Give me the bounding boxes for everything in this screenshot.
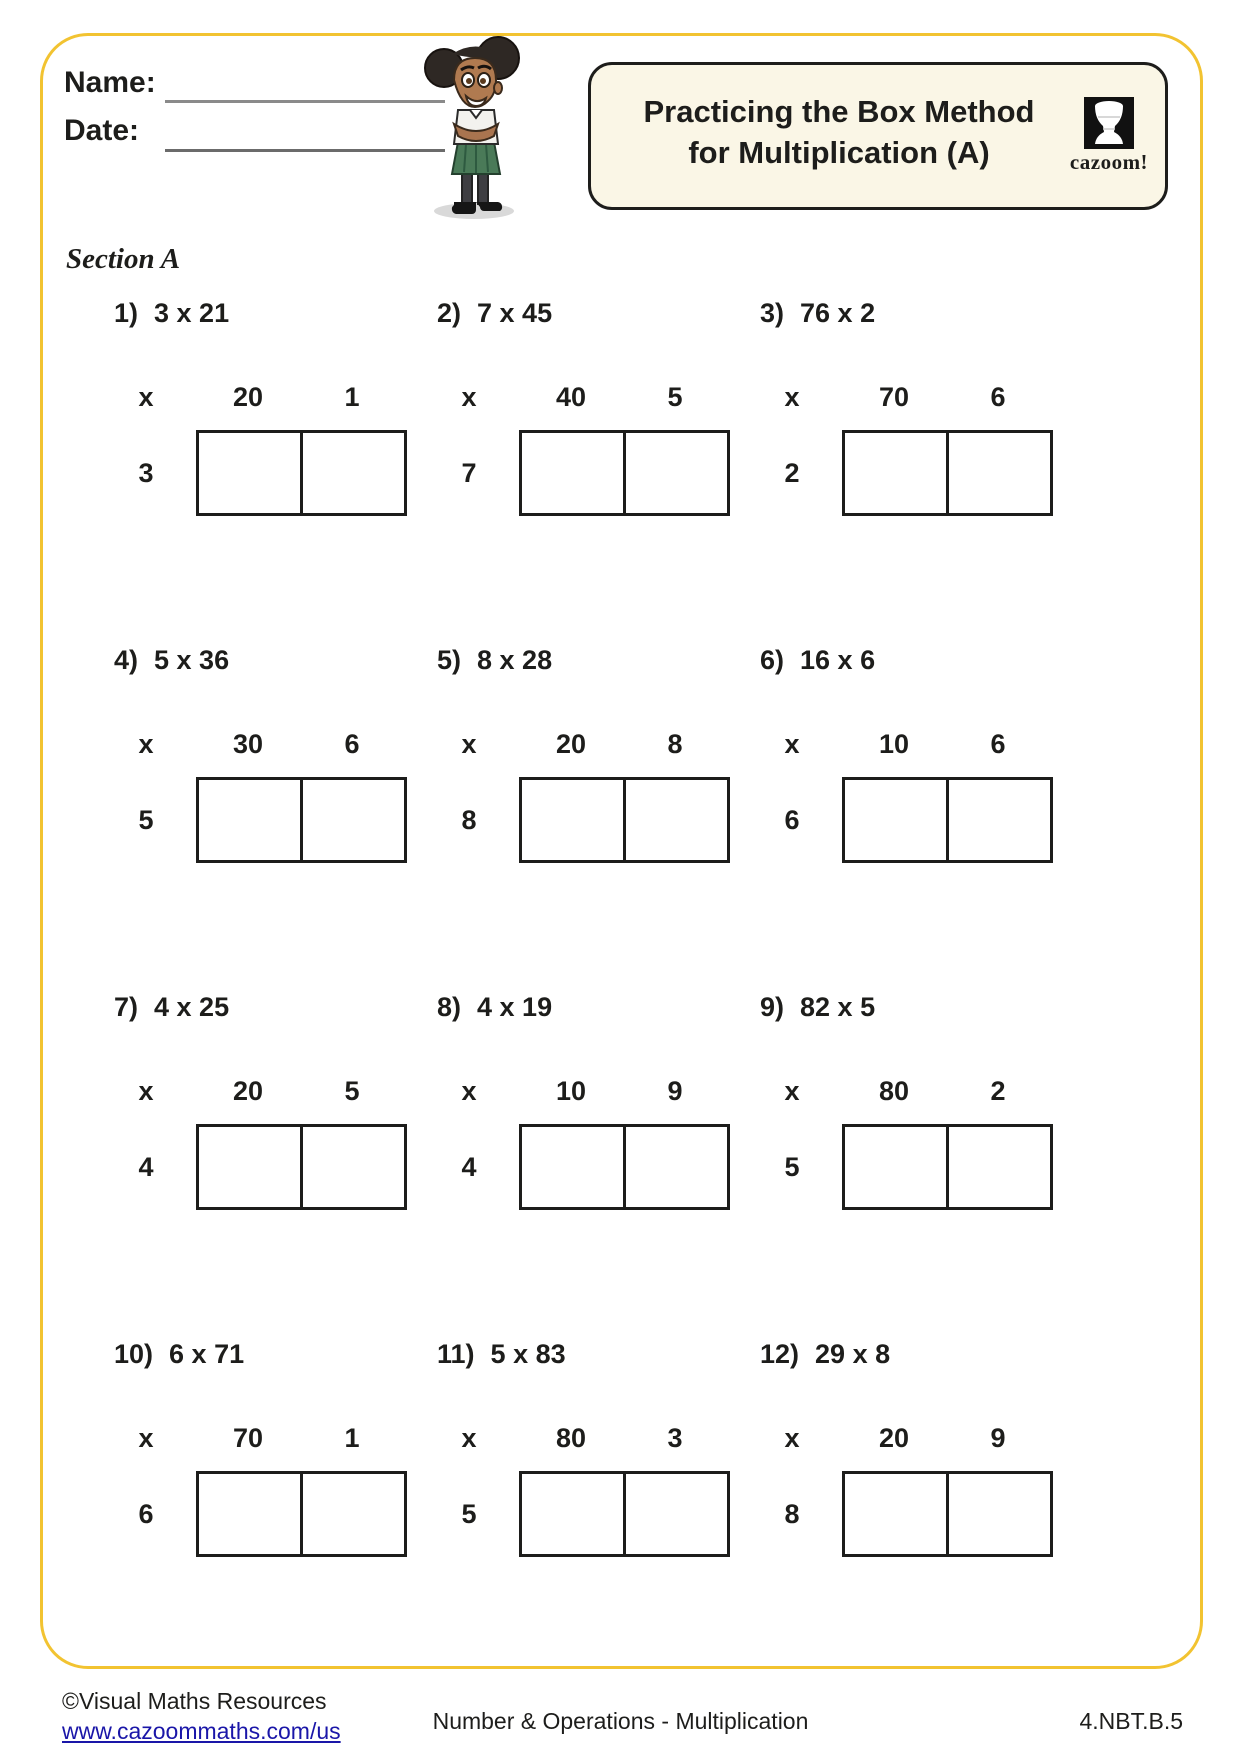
answer-box-tens bbox=[519, 1471, 626, 1557]
ones-part-header: 3 bbox=[667, 1423, 683, 1453]
answer-box-tens bbox=[842, 1124, 949, 1210]
answer-box-ones bbox=[949, 430, 1053, 516]
ones-part-header: 5 bbox=[344, 1076, 360, 1106]
problem-cell bbox=[100, 645, 423, 992]
problem-label bbox=[100, 1339, 423, 1370]
tens-part-header: 80 bbox=[878, 1076, 910, 1106]
problem-number: 6) bbox=[760, 645, 785, 675]
tens-part-header: 80 bbox=[555, 1423, 587, 1453]
problem-number: 11) bbox=[437, 1339, 475, 1369]
answer-boxes bbox=[842, 1471, 1053, 1557]
worksheet-title bbox=[605, 91, 1073, 173]
problem-expression: 7 x 45 bbox=[477, 298, 553, 328]
row-multiplier: 7 bbox=[461, 458, 477, 488]
problem-label bbox=[746, 992, 1069, 1023]
answer-box-ones bbox=[626, 777, 730, 863]
problem-number: 8) bbox=[437, 992, 462, 1022]
answer-box-tens bbox=[196, 1471, 303, 1557]
section-heading: Section A bbox=[66, 243, 181, 275]
problem-cell bbox=[746, 992, 1069, 1339]
answer-boxes bbox=[842, 430, 1053, 516]
problem-cell bbox=[746, 645, 1069, 992]
problem-cell bbox=[423, 298, 746, 645]
footer-topic: Number & Operations - Multiplication bbox=[432, 1708, 809, 1734]
problem-cell bbox=[100, 298, 423, 645]
tens-part-header: 70 bbox=[878, 382, 910, 412]
problem-cell bbox=[100, 992, 423, 1339]
multiply-symbol: x bbox=[138, 1076, 154, 1106]
problem-cell bbox=[423, 992, 746, 1339]
multiply-symbol: x bbox=[138, 382, 154, 412]
answer-box-ones bbox=[626, 1471, 730, 1557]
ones-part-header: 8 bbox=[667, 729, 683, 759]
answer-boxes bbox=[196, 777, 407, 863]
problem-expression: 76 x 2 bbox=[800, 298, 876, 328]
problem-number: 9) bbox=[760, 992, 785, 1022]
answer-box-tens bbox=[519, 777, 626, 863]
date-write-line bbox=[165, 149, 445, 152]
row-multiplier: 8 bbox=[461, 805, 477, 835]
tens-part-header: 10 bbox=[878, 729, 910, 759]
answer-boxes bbox=[196, 430, 407, 516]
problem-label bbox=[100, 992, 423, 1023]
problem-label bbox=[100, 645, 423, 676]
problem-number: 2) bbox=[437, 298, 462, 328]
answer-box-ones bbox=[949, 1124, 1053, 1210]
row-multiplier: 2 bbox=[784, 458, 800, 488]
cazoom-website-link[interactable]: www.cazoommaths.com/us bbox=[62, 1718, 341, 1744]
problem-cell bbox=[100, 1339, 423, 1686]
answer-box-tens bbox=[842, 1471, 949, 1557]
problem-expression: 29 x 8 bbox=[815, 1339, 891, 1369]
answer-box-ones bbox=[303, 1124, 407, 1210]
ones-part-header: 6 bbox=[344, 729, 360, 759]
ones-part-header: 2 bbox=[990, 1076, 1006, 1106]
tens-part-header: 30 bbox=[232, 729, 264, 759]
multiply-symbol: x bbox=[784, 1423, 800, 1453]
row-multiplier: 6 bbox=[138, 1499, 154, 1529]
ones-part-header: 1 bbox=[344, 382, 360, 412]
tens-part-header: 20 bbox=[555, 729, 587, 759]
name-label: Name: bbox=[64, 66, 156, 99]
problem-cell bbox=[746, 1339, 1069, 1686]
tens-part-header: 70 bbox=[232, 1423, 264, 1453]
ones-part-header: 1 bbox=[344, 1423, 360, 1453]
multiply-symbol: x bbox=[784, 729, 800, 759]
answer-boxes bbox=[519, 1124, 730, 1210]
problem-cell bbox=[423, 645, 746, 992]
multiply-symbol: x bbox=[461, 1076, 477, 1106]
problem-label bbox=[746, 1339, 1069, 1370]
answer-boxes bbox=[842, 1124, 1053, 1210]
problem-number: 10) bbox=[114, 1339, 154, 1369]
answer-boxes bbox=[519, 1471, 730, 1557]
ones-part-header: 6 bbox=[990, 729, 1006, 759]
answer-box-tens bbox=[842, 777, 949, 863]
row-multiplier: 5 bbox=[461, 1499, 477, 1529]
problem-expression: 5 x 83 bbox=[490, 1339, 566, 1369]
row-multiplier: 4 bbox=[138, 1152, 154, 1182]
problem-cell bbox=[746, 298, 1069, 645]
problem-expression: 6 x 71 bbox=[169, 1339, 245, 1369]
problem-cell bbox=[423, 1339, 746, 1686]
answer-boxes bbox=[519, 777, 730, 863]
title-line-2: for Multiplication (A) bbox=[688, 135, 990, 170]
multiply-symbol: x bbox=[461, 1423, 477, 1453]
date-label: Date: bbox=[64, 114, 140, 147]
problem-number: 4) bbox=[114, 645, 139, 675]
tens-part-header: 40 bbox=[555, 382, 587, 412]
copyright-text: ©Visual Maths Resources bbox=[62, 1688, 327, 1714]
multiply-symbol: x bbox=[784, 1076, 800, 1106]
answer-box-ones bbox=[303, 777, 407, 863]
multiply-symbol: x bbox=[461, 382, 477, 412]
problems-grid bbox=[100, 298, 1110, 1686]
tens-part-header: 20 bbox=[232, 1076, 264, 1106]
multiply-symbol: x bbox=[461, 729, 477, 759]
problem-expression: 82 x 5 bbox=[800, 992, 876, 1022]
tens-part-header: 20 bbox=[232, 382, 264, 412]
problem-label bbox=[423, 645, 746, 676]
answer-boxes bbox=[519, 430, 730, 516]
row-multiplier: 5 bbox=[138, 805, 154, 835]
ones-part-header: 6 bbox=[990, 382, 1006, 412]
answer-box-tens bbox=[196, 1124, 303, 1210]
ones-part-header: 9 bbox=[990, 1423, 1006, 1453]
problem-expression: 4 x 25 bbox=[154, 992, 230, 1022]
answer-box-tens bbox=[519, 430, 626, 516]
problem-expression: 16 x 6 bbox=[800, 645, 876, 675]
problem-label bbox=[746, 298, 1069, 329]
problem-label bbox=[746, 645, 1069, 676]
student-girl-illustration bbox=[416, 36, 532, 222]
answer-box-ones bbox=[303, 1471, 407, 1557]
ones-part-header: 5 bbox=[667, 382, 683, 412]
footer-standard-code: 4.NBT.B.5 bbox=[1079, 1708, 1183, 1734]
multiply-symbol: x bbox=[784, 382, 800, 412]
cazoom-logo-text: cazoom! bbox=[1069, 150, 1149, 174]
row-multiplier: 4 bbox=[461, 1152, 477, 1182]
problem-label bbox=[423, 992, 746, 1023]
problem-number: 7) bbox=[114, 992, 139, 1022]
multiply-symbol: x bbox=[138, 1423, 154, 1453]
ones-part-header: 9 bbox=[667, 1076, 683, 1106]
problem-number: 3) bbox=[760, 298, 785, 328]
tens-part-header: 20 bbox=[878, 1423, 910, 1453]
cazoom-logo bbox=[1069, 97, 1149, 175]
answer-box-ones bbox=[626, 430, 730, 516]
row-multiplier: 3 bbox=[138, 458, 154, 488]
problem-label bbox=[423, 298, 746, 329]
problem-expression: 4 x 19 bbox=[477, 992, 553, 1022]
tens-part-header: 10 bbox=[555, 1076, 587, 1106]
answer-box-tens bbox=[519, 1124, 626, 1210]
row-multiplier: 8 bbox=[784, 1499, 800, 1529]
title-line-1: Practicing the Box Method bbox=[643, 94, 1035, 129]
problem-label bbox=[100, 298, 423, 329]
answer-box-ones bbox=[949, 777, 1053, 863]
title-box bbox=[588, 62, 1168, 210]
answer-box-tens bbox=[196, 777, 303, 863]
problem-number: 1) bbox=[114, 298, 139, 328]
problem-number: 12) bbox=[760, 1339, 800, 1369]
name-write-line bbox=[165, 100, 445, 103]
problem-expression: 8 x 28 bbox=[477, 645, 553, 675]
djembe-drum-icon bbox=[1084, 97, 1134, 149]
problem-expression: 5 x 36 bbox=[154, 645, 230, 675]
problem-label bbox=[423, 1339, 746, 1370]
answer-box-tens bbox=[842, 430, 949, 516]
answer-box-tens bbox=[196, 430, 303, 516]
row-multiplier: 5 bbox=[784, 1152, 800, 1182]
answer-boxes bbox=[196, 1124, 407, 1210]
answer-boxes bbox=[842, 777, 1053, 863]
answer-box-ones bbox=[303, 430, 407, 516]
answer-box-ones bbox=[626, 1124, 730, 1210]
row-multiplier: 6 bbox=[784, 805, 800, 835]
problem-expression: 3 x 21 bbox=[154, 298, 230, 328]
multiply-symbol: x bbox=[138, 729, 154, 759]
problem-number: 5) bbox=[437, 645, 462, 675]
answer-boxes bbox=[196, 1471, 407, 1557]
answer-box-ones bbox=[949, 1471, 1053, 1557]
